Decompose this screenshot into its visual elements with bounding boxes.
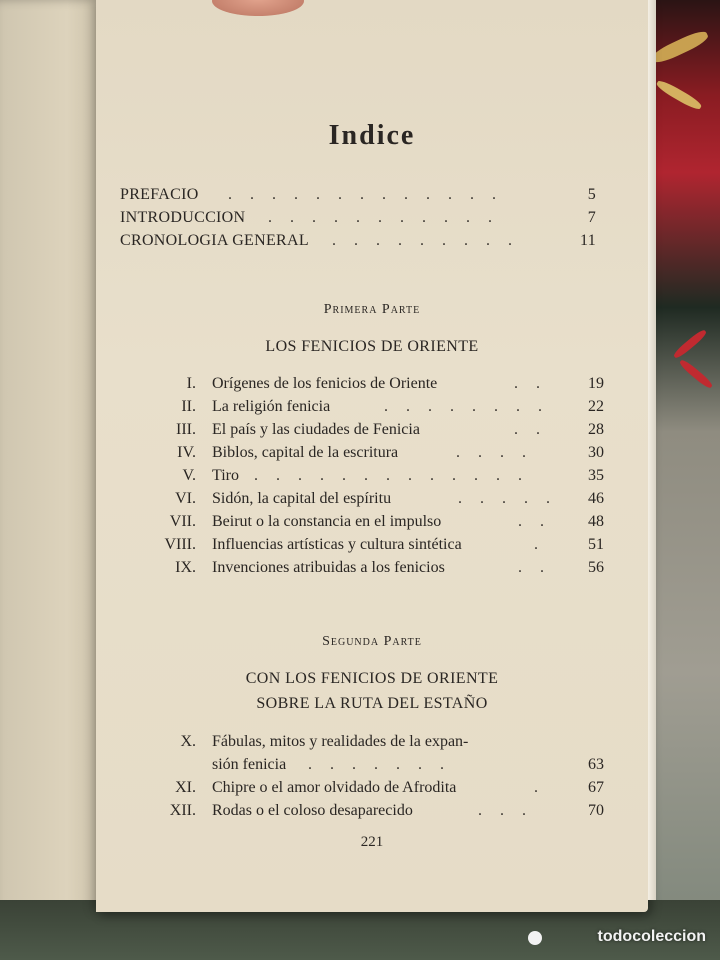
chapter-entry bbox=[158, 421, 604, 443]
chapter-number: VII. bbox=[169, 513, 196, 530]
chapter-number: I. bbox=[186, 375, 196, 392]
chapter-entry bbox=[158, 733, 604, 755]
part2-title-line2: SOBRE LA RUTA DEL ESTAÑO bbox=[256, 695, 488, 712]
chapter-dots: . . . . bbox=[456, 444, 533, 461]
chapter-title: El país y las ciudades de Fenicia bbox=[212, 421, 420, 438]
chapter-title: Chipre o el amor olvidado de Afrodita bbox=[212, 779, 457, 796]
chapter-number: II. bbox=[181, 398, 196, 415]
chapter-entry bbox=[158, 490, 604, 512]
chapter-dots: . . bbox=[518, 559, 551, 576]
page-title: Indice bbox=[328, 120, 416, 151]
chapter-entry bbox=[158, 802, 604, 824]
chapter-page: 70 bbox=[588, 802, 604, 819]
chapter-page: 48 bbox=[588, 513, 604, 530]
page-edge bbox=[648, 0, 656, 900]
chapter-title: Invenciones atribuidas a los fenicios bbox=[212, 559, 445, 576]
chapter-title-continued: sión fenicia bbox=[212, 756, 287, 773]
chapter-dots: . bbox=[534, 536, 545, 553]
chapter-title: Beirut o la constancia en el impulso bbox=[212, 513, 442, 530]
chapter-page: 67 bbox=[588, 779, 604, 796]
chapter-entry bbox=[158, 779, 604, 801]
chapter-dots: . . . . . . . . bbox=[384, 398, 549, 415]
chapter-title: Biblos, capital de la escritura bbox=[212, 444, 399, 461]
chapter-title: Orígenes de los fenicios de Oriente bbox=[212, 375, 438, 392]
chapter-number: IX. bbox=[175, 559, 196, 576]
part1-title: LOS FENICIOS DE ORIENTE bbox=[265, 338, 479, 355]
chapter-page: 28 bbox=[588, 421, 604, 438]
chapter-number: V. bbox=[182, 467, 196, 484]
chapter-page: 30 bbox=[588, 444, 604, 461]
watermark: todocoleccion bbox=[597, 928, 706, 945]
chapter-page: 46 bbox=[588, 490, 604, 507]
chapter-title: Rodas o el coloso desaparecido bbox=[212, 802, 413, 819]
chapter-entry bbox=[158, 375, 604, 397]
chapter-title: Influencias artísticas y cultura sintética bbox=[212, 536, 462, 553]
chapter-number: XI. bbox=[175, 779, 196, 796]
watermark-logo-icon bbox=[528, 931, 542, 945]
chapter-page: 56 bbox=[588, 559, 604, 576]
chapter-entry bbox=[158, 467, 604, 489]
part2-label: Segunda Parte bbox=[322, 634, 422, 649]
page-number: 221 bbox=[360, 834, 384, 850]
chapter-entry bbox=[158, 559, 604, 581]
toc-entry-label: INTRODUCCION bbox=[120, 209, 246, 226]
chapter-entry bbox=[158, 398, 604, 420]
toc-entry bbox=[120, 209, 596, 231]
chapter-number: IV. bbox=[177, 444, 196, 461]
chapter-entry bbox=[158, 536, 604, 558]
chapter-dots: . . . bbox=[478, 802, 533, 819]
toc-entry-dots: . . . . . . . . . bbox=[332, 232, 519, 249]
chapter-dots: . . . . . . . . . . . . . bbox=[254, 467, 529, 484]
toc-entry bbox=[120, 232, 596, 254]
chapter-number: III. bbox=[176, 421, 196, 438]
toc-entry-label: PREFACIO bbox=[120, 186, 199, 203]
chapter-page: 22 bbox=[588, 398, 604, 415]
chapter-number: XII. bbox=[169, 802, 196, 819]
toc-entry-dots: . . . . . . . . . . . . . bbox=[228, 186, 503, 203]
toc-entry-page: 7 bbox=[587, 209, 596, 226]
part1-label: Primera Parte bbox=[323, 302, 421, 317]
chapter-number: VIII. bbox=[164, 536, 196, 553]
chapter-page: 35 bbox=[588, 467, 604, 484]
chapter-entry bbox=[158, 444, 604, 466]
toc-entry-page: 5 bbox=[587, 186, 596, 203]
chapter-title: Fábulas, mitos y realidades de la expan- bbox=[212, 733, 469, 750]
chapter-number: VI. bbox=[175, 490, 196, 507]
chapter-dots: . . bbox=[514, 421, 547, 438]
chapter-dots: . bbox=[534, 779, 545, 796]
chapter-entry-continued bbox=[158, 756, 604, 778]
toc-entry-dots: . . . . . . . . . . . bbox=[268, 209, 499, 226]
chapter-title: Tiro bbox=[212, 467, 239, 484]
toc-entry bbox=[120, 186, 596, 208]
toc-entry-label: CRONOLOGIA GENERAL bbox=[120, 232, 309, 249]
chapter-dots: . . bbox=[514, 375, 547, 392]
chapter-entry bbox=[158, 513, 604, 535]
toc-entry-page: 11 bbox=[579, 232, 596, 249]
chapter-dots: . . . . . bbox=[458, 490, 557, 507]
chapter-title: La religión fenicia bbox=[212, 398, 331, 415]
chapter-page: 19 bbox=[588, 375, 604, 392]
chapter-title: Sidón, la capital del espíritu bbox=[212, 490, 392, 507]
chapter-dots: . . bbox=[518, 513, 551, 530]
part2-title-line1: CON LOS FENICIOS DE ORIENTE bbox=[245, 670, 499, 687]
chapter-page: 63 bbox=[588, 756, 604, 773]
chapter-page: 51 bbox=[588, 536, 604, 553]
chapter-number: X. bbox=[180, 733, 196, 750]
chapter-dots: . . . . . . . bbox=[308, 756, 451, 773]
